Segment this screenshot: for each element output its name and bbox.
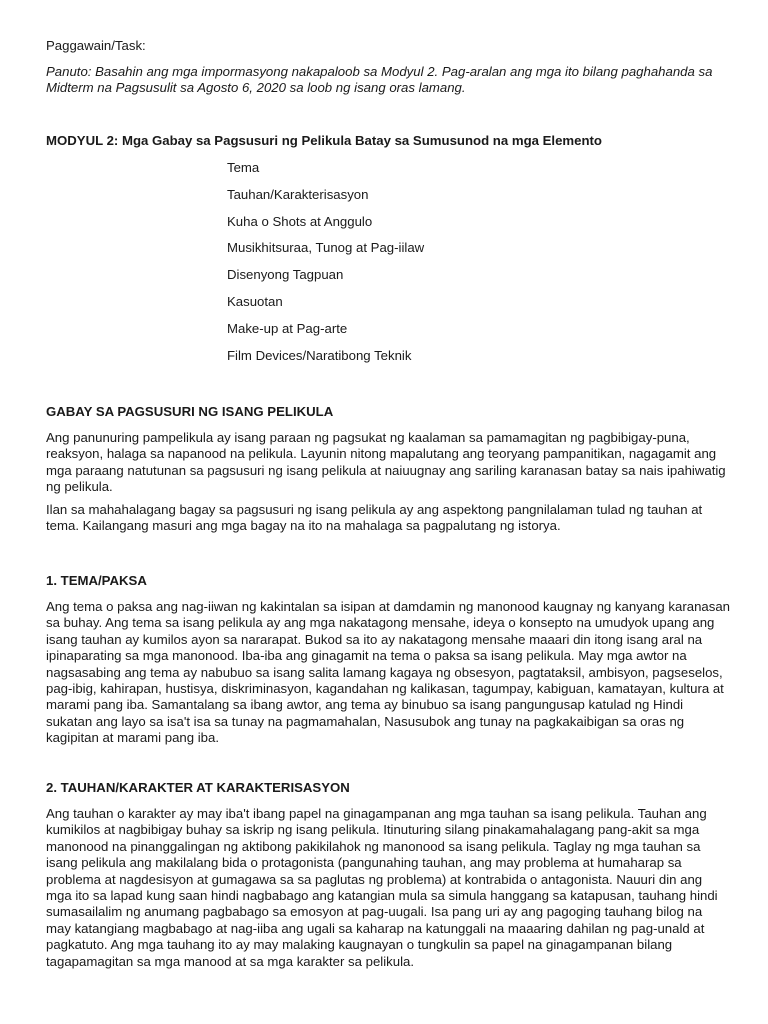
element-item: Tauhan/Karakterisasyon [227, 186, 369, 202]
guide-paragraph: Ilan sa mahahalagang bagay sa pagsusuri ng isang pelikula ay ang aspektong pangnilalaman tulad ng tauhan at tema. Kailangang masuri ang mga bagay na ito na mahalaga sa pagpalutang ng istorya. [46, 502, 703, 534]
instructions-text: Panuto: Basahin ang mga impormasyong nakapaloob sa Modyul 2. Pag-aralan ang mga ito bilang paghahanda sa Midterm na Pagsusulit sa Agosto 6, 2020 sa loob ng isang oras lamang. [46, 64, 713, 96]
section-paragraph: Ang tauhan o karakter ay may iba't ibang papel na ginagampanan ang mga tauhan sa isang pelikula. Tauhan ang kumikilos at nagbibigay buhay sa iskrip ng isang pelikula. Itinuturing silang pinakamahalagang pang-akit sa mga manonood na pinanggalingan ng aktibong pakikilahok ng manonood sa isang pelikula. Taglay ng mga tauhan sa isang pelikula ang makilalang bida o protagonista (pangunahing tauhan, ang may problema at humaharap sa problema at nagdesisyon at gumagawa sa sa paglutas ng problema) at kontrabida o antagonista. Nauuri din ang mga ito sa lapad kung saan hindi nagbabago ang katangian mula sa simula hanggang sa katapusan, tauhang hindi sumasailalim ng anumang pagbabago sa emosyon at pag-uugali. Isa pang uri ay ang pagoging tauhang bilog na may katangiang magbabago at nag-iiba ang ugali sa kaharap na katunggali na maaaring dahilan ng pag-unald at pagkatuto. Ang mga tauhang ito ay may malaking kaugnayan o tungkulin sa papel na ginagampanan bilang tagapamagitan sa mga manood at sa mga karakter sa pelikula. [46, 806, 718, 969]
element-item: Film Devices/Naratibong Teknik [227, 347, 412, 363]
element-item: Kuha o Shots at Anggulo [227, 213, 373, 229]
guide-paragraph: Ang panunuring pampelikula ay isang paraan ng pagsukat ng kaalaman sa pamamagitan ng pagbibigay-puna, reaksyon, halaga sa napanood na pelikula. Layunin nitong mapalutang ang teoryang pampanitikan, nagagamit ang mga paraang natutunan sa pagsusuri ng isang pelikula at naiuugnay ang sariling karanasan batay sa nais ipahiwatig ng pelikula. [46, 430, 726, 495]
task-label: Paggawain/Task: [46, 38, 146, 53]
element-item: Tema [227, 160, 260, 175]
element-item: Disenyong Tagpuan [227, 267, 344, 283]
guide-heading: GABAY SA PAGSUSURI NG ISANG PELIKULA [46, 404, 334, 419]
element-item: Make-up at Pag-arte [227, 320, 348, 336]
element-item: Musikhitsuraa, Tunog at Pag-iilaw [227, 240, 425, 256]
section-heading: 1. TEMA/PAKSA [46, 573, 147, 588]
section-paragraph: Ang tema o paksa ang nag-iiwan ng kakintalan sa isipan at damdamin ng manonood kaugnay ng kanyang karanasan sa buhay. Ang tema sa isang pelikula ay ang mga nakatagong mensahe, ideya o konsepto na umudyok upang ang isang tauhan ay kumilos ayon sa nararapat. Bukod sa ito ay nakatagong mensahe maaari din itong isang aral na ipinaparating sa mga manonood. Iba-iba ang ginagamit na tema o paksa sa isang pelikula. May mga awtor na nagsasabing ang tema ay nabubuo sa isang salita lamang kagaya ng obsesyon, pagtataksil, ambisyon, pagseselos, pag-ibig, kahirapan, hustisya, diskriminasyon, kagandahan ng kalikasan, tagumpay, kabiguan, kamatayan, kultura at marami pang iba. Samantalang sa ibang awtor, ang tema ay binubuo sa isang pangungusap katulad ng Hindi sukatan ang layo sa isa't isa sa tunay na pagmamahalan, Nasusubok ang tunay na pagkakaibigan sa oras ng kagipitan at marami pang iba. [46, 599, 731, 746]
element-item: Kasuotan [227, 293, 283, 309]
elements-list [227, 160, 424, 374]
module-title: MODYUL 2: Mga Gabay sa Pagsusuri ng Pelikula Batay sa Sumusunod na mga Elemento [46, 133, 602, 148]
section-heading: 2. TAUHAN/KARAKTER AT KARAKTERISASYON [46, 780, 350, 795]
